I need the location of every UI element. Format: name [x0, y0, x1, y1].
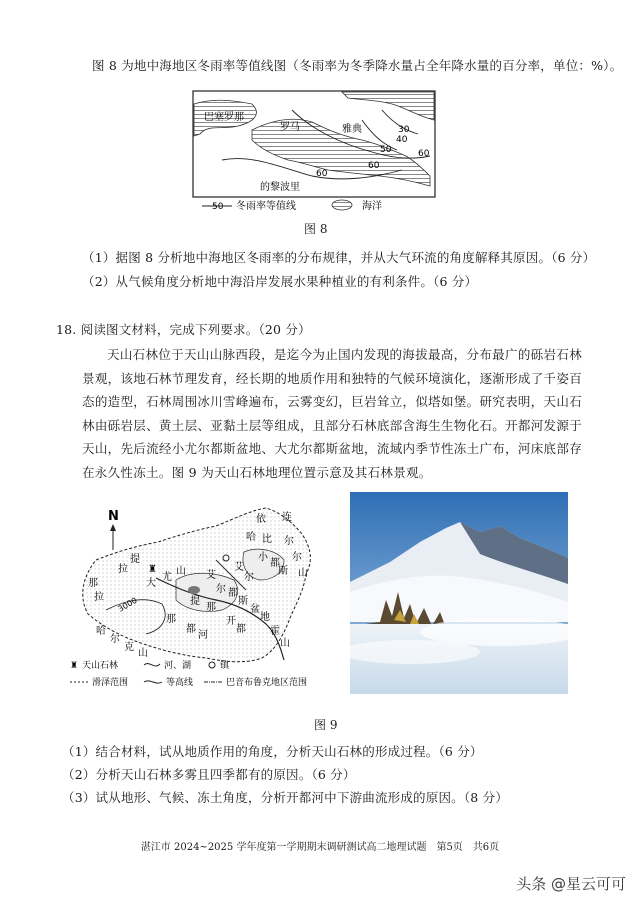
- legend-line-value: 50: [212, 202, 224, 212]
- map-label: 山: [298, 568, 308, 579]
- map-label: 尔: [244, 572, 254, 583]
- watermark: 头条 @星云可可: [516, 875, 626, 893]
- map-label: 都: [270, 558, 280, 569]
- value-40: 40: [396, 135, 408, 145]
- map-label: 河: [198, 630, 208, 641]
- map-label: 艾: [206, 570, 216, 581]
- map-label: 克: [124, 642, 134, 653]
- legend-region: 巴音布鲁克地区范围: [226, 678, 308, 688]
- north-label: N: [108, 509, 119, 524]
- map-label: 山: [280, 638, 290, 649]
- map-label: 斯: [278, 566, 288, 577]
- q18-1: （1）结合材料，试从地质作用的角度，分析天山石林的形成过程。（6 分）: [62, 744, 483, 759]
- map-label: 都: [236, 624, 246, 635]
- map-label: 提: [130, 554, 140, 565]
- map-label: 拉: [118, 564, 128, 575]
- map-label: 提: [190, 596, 200, 607]
- legend-stone: 天山石林: [82, 661, 119, 671]
- map-label: 尔: [284, 536, 294, 547]
- map-label: 那: [166, 614, 176, 625]
- legend-sea-label: 海洋: [362, 201, 382, 212]
- map-label: 山: [138, 648, 148, 659]
- map-label: 大: [146, 578, 156, 589]
- place-athens: 雅典: [342, 124, 362, 135]
- place-barcelona: 巴塞罗那: [204, 112, 244, 123]
- q18-2: （2）分析天山石林多雾且四季都有的原因。（6 分）: [62, 767, 356, 782]
- town-marker: [223, 555, 229, 561]
- legend-river-icon: [144, 664, 160, 666]
- legend-stone-icon: ♜: [70, 661, 79, 671]
- q17-1: （1）据图 8 分析地中海地区冬雨率的分布规律，并从大气环流的角度解释其原因。（6 分）: [82, 250, 596, 265]
- legend-town-icon: [209, 662, 215, 668]
- legend-sea-swatch: [332, 200, 352, 210]
- map-label: 小: [258, 552, 268, 563]
- q18-paragraph: 天山石林位于天山山脉西段，是迄今为止国内发现的海拔最高，分布最广的砾岩石林景观，该地石林节理发育，经长期的地质作用和独特的气候环境演化，逐渐形成了千姿百态的造型，石林周围冰川雪峰遍布，云雾变幻，巨岩耸立，似塔如堡。研究表明，天山石林由砾岩层、黄土层、亚黏土层等组成，且部分石林底部含海生生物化石。开都河发源于天山，先后流经小尤尔都斯盆地、大尤尔都斯盆地，流域内季节性冻土广布，河床底部存在永久性冻土。图 9 为天山石林地理位置示意及其石林景观。: [82, 347, 582, 480]
- q18-heading: 18. 阅读图文材料，完成下列要求。（20 分）: [56, 322, 311, 337]
- map-label: 地: [260, 612, 270, 623]
- value-60-a: 60: [418, 149, 430, 159]
- fig9-map: [66, 500, 328, 692]
- map-label: 那: [206, 602, 216, 613]
- map-label: 开: [226, 616, 236, 627]
- map-label: 拉: [94, 592, 104, 603]
- q17-2: （2）从气候角度分析地中海沿岸发展水果种植业的有利条件。（6 分）: [82, 274, 478, 289]
- map-label: 都: [228, 588, 238, 599]
- map-label: 哈: [246, 532, 256, 543]
- contour-value: 3000: [116, 595, 139, 614]
- legend-range: 滑泽范围: [92, 678, 129, 688]
- legend-contour-icon: [144, 681, 162, 683]
- map-label: 那: [88, 578, 98, 589]
- value-60-c: 60: [316, 169, 328, 179]
- map-label: 比: [262, 534, 272, 545]
- place-rome: 罗马: [280, 122, 300, 133]
- map-label: 盆: [250, 604, 260, 615]
- legend-line-label: 冬雨率等值线: [236, 201, 296, 212]
- map-label: 斯: [238, 596, 248, 607]
- stone-forest-photo: [350, 492, 568, 694]
- fig8-intro: 图 8 为地中海地区冬雨率等值线图（冬雨率为冬季降水量占全年降水量的百分率，单位：%）。: [92, 58, 623, 73]
- map-label: 艾: [234, 562, 244, 573]
- value-60-b: 60: [368, 161, 380, 171]
- map-label: 都: [186, 624, 196, 635]
- page-footer: 湛江市 2024~2025 学年度第一学期期末调研测试高二地理试题 第5页 共6页: [140, 842, 500, 853]
- q18-3: （3）试从地形、气候、冻土角度，分析开都河中下游曲流形成的原因。（8 分）: [62, 790, 509, 805]
- legend-town: 镇: [220, 661, 230, 671]
- stone-forest-symbol: ♜: [148, 564, 157, 575]
- value-50: 50: [380, 145, 392, 155]
- lake: [188, 586, 200, 594]
- map-label: 霍: [270, 626, 280, 637]
- value-30: 30: [398, 125, 410, 135]
- fig9-caption: 图 9: [314, 718, 338, 732]
- map-label: 依: [256, 514, 266, 525]
- fig8-caption: 图 8: [304, 222, 328, 236]
- fig8-map: [192, 90, 436, 212]
- map-label: 尤: [162, 572, 172, 583]
- map-label: 尔: [110, 634, 120, 645]
- map-label: 尔: [292, 552, 302, 563]
- legend-river: 河、湖: [164, 661, 192, 671]
- map-label: 山: [176, 566, 186, 577]
- place-tripoli: 的黎波里: [260, 182, 300, 193]
- map-label: 连: [282, 512, 292, 523]
- legend-contour: 等高线: [166, 678, 194, 688]
- map-label: 尔: [216, 584, 226, 595]
- map-label: 哈: [96, 626, 106, 637]
